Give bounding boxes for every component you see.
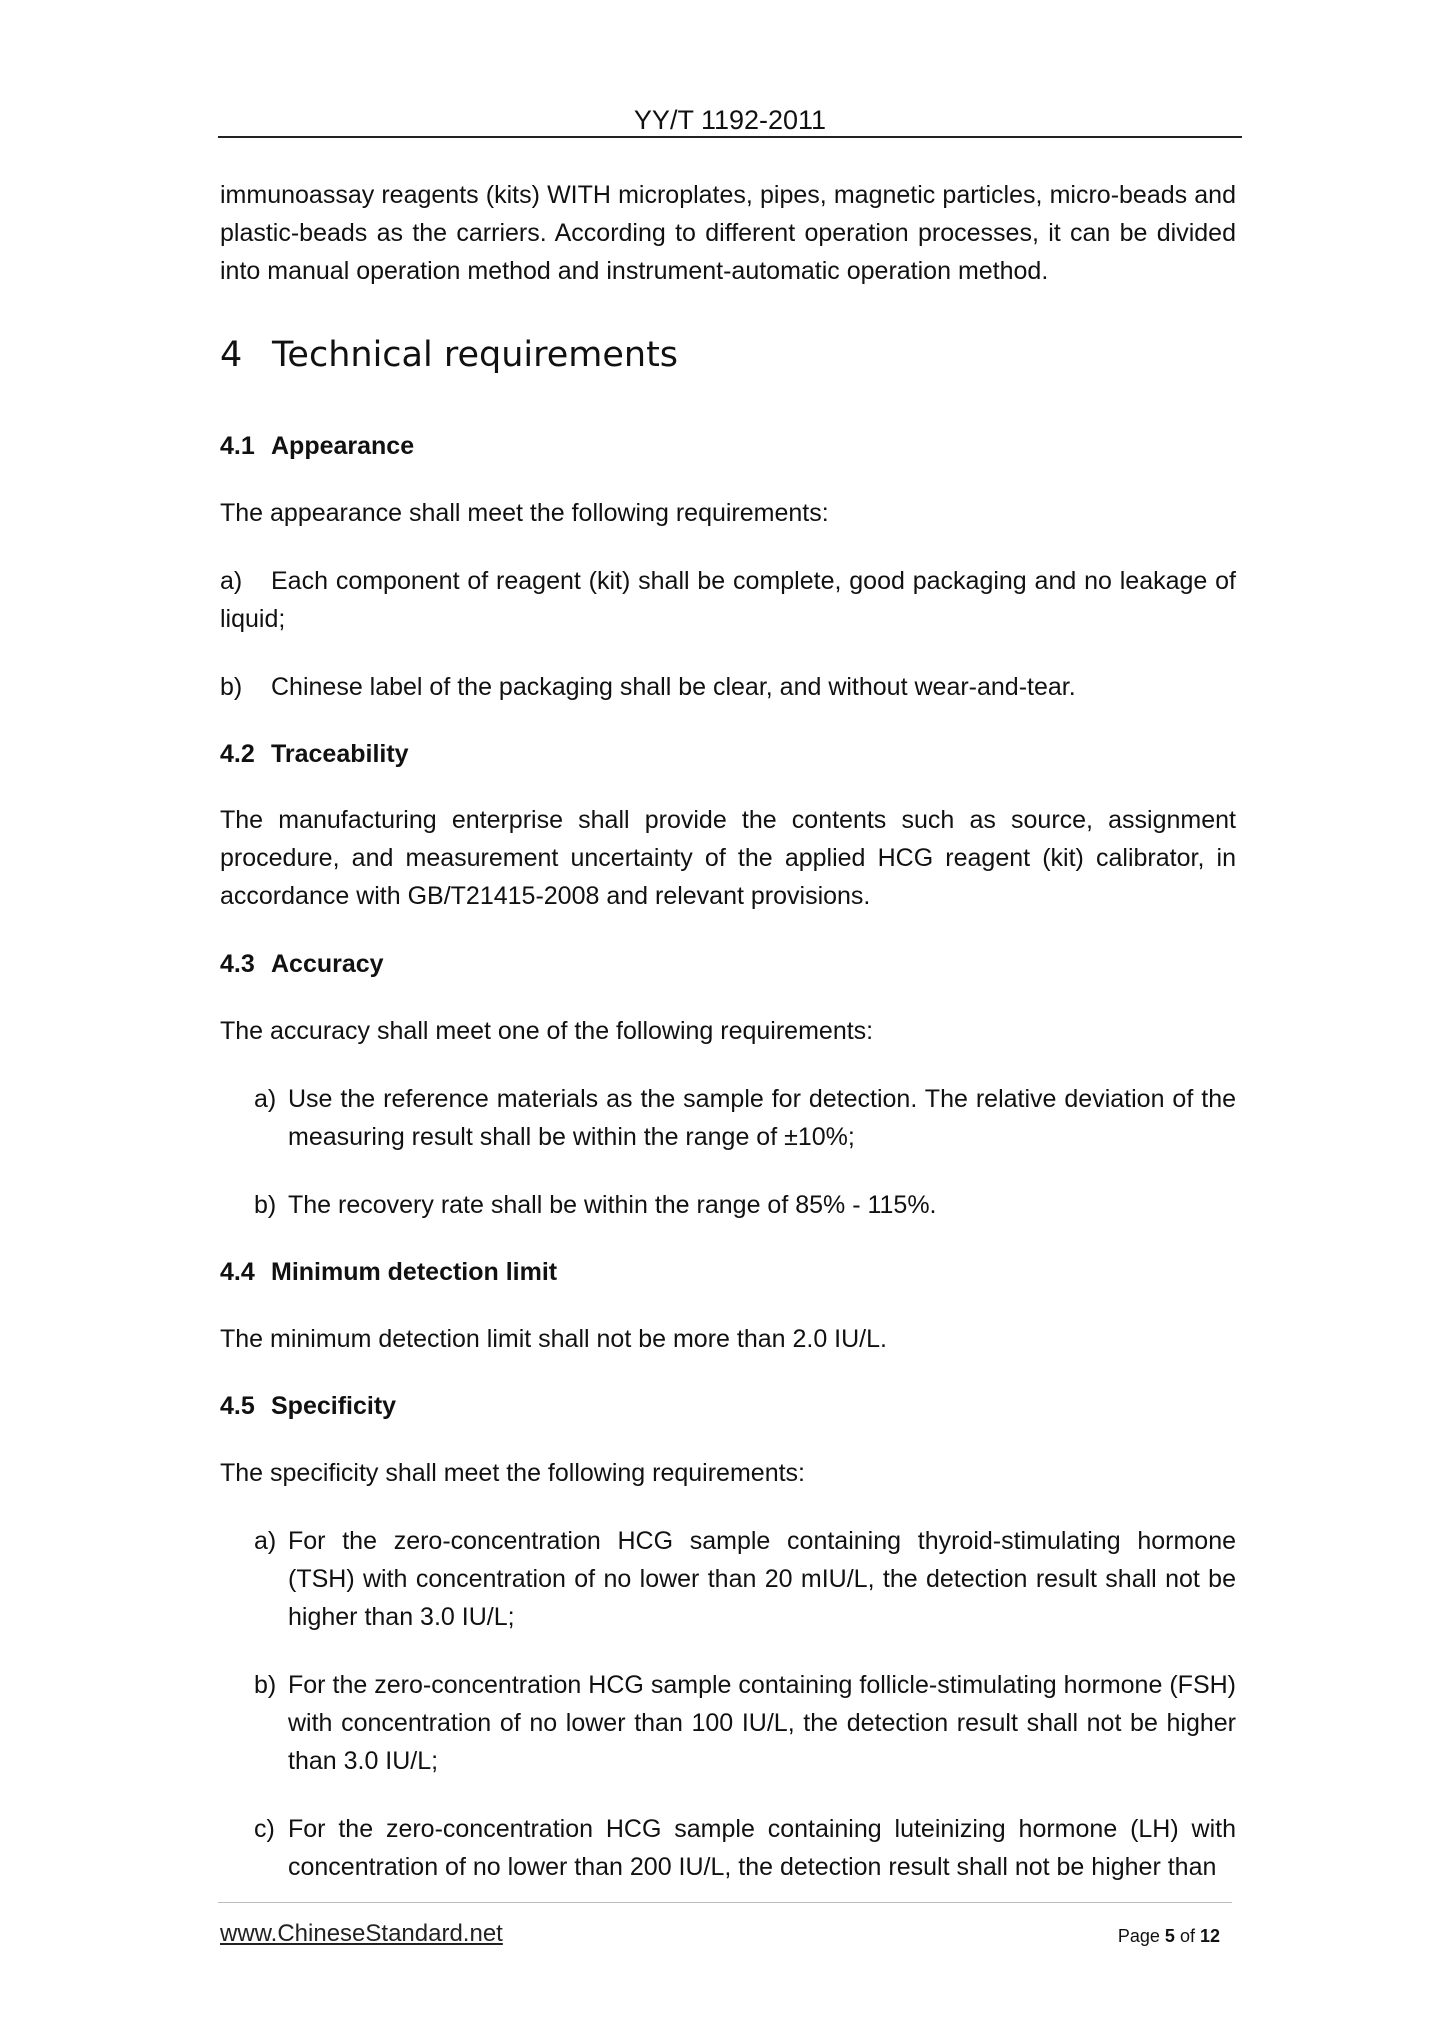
item-label: a)	[254, 1085, 277, 1113]
section-4-5-heading	[220, 1387, 396, 1425]
list-item	[254, 1522, 1236, 1636]
list-item	[220, 668, 1236, 706]
section-4-3-heading	[220, 945, 384, 983]
section-title: Appearance	[271, 432, 415, 460]
page-word: Page	[1117, 1926, 1160, 1946]
item-text: For the zero-concentration HCG sample containing luteinizing hormone (LH) with concentration of no lower than 200 IU/L, the detection result shall not be higher than	[288, 1815, 1236, 1881]
item-label: a)	[220, 567, 243, 595]
section-number: 4	[220, 335, 243, 375]
item-label: b)	[220, 673, 243, 701]
section-title: Technical requirements	[272, 335, 679, 375]
section-4-1-heading	[220, 427, 414, 465]
section-title: Traceability	[271, 740, 409, 768]
item-text: The recovery rate shall be within the range of 85% - 115%.	[288, 1191, 937, 1219]
detection-limit-paragraph: The minimum detection limit shall not be more than 2.0 IU/L.	[220, 1325, 887, 1353]
list-item	[254, 1666, 1236, 1780]
item-label: b)	[254, 1191, 277, 1219]
section-title: Specificity	[271, 1392, 397, 1420]
page-total: 12	[1199, 1926, 1220, 1946]
accuracy-lead: The accuracy shall meet one of the following requirements:	[220, 1017, 874, 1045]
section-4-2-heading	[220, 735, 409, 773]
item-text: Chinese label of the packaging shall be clear, and without wear-and-tear.	[271, 673, 1076, 701]
footer-divider	[218, 1902, 1232, 1903]
item-text: For the zero-concentration HCG sample containing follicle-stimulating hormone (FSH) with concentration of no lower than 100 IU/L, the detection result shall not be higher than 3.0 IU/L;	[288, 1671, 1236, 1775]
page-indicator	[1040, 1922, 1220, 1950]
item-text: For the zero-concentration HCG sample containing thyroid-stimulating hormone (TSH) with concentration of no lower than 20 mIU/L, the detection result shall not be higher than 3.0 IU/L;	[288, 1527, 1236, 1631]
section-number: 4.5	[220, 1392, 255, 1420]
section-title: Minimum detection limit	[271, 1258, 558, 1286]
list-item	[254, 1810, 1236, 1886]
header-divider	[218, 136, 1242, 138]
section-4-4-heading	[220, 1253, 557, 1291]
item-label: a)	[254, 1527, 277, 1555]
section-number: 4.3	[220, 950, 255, 978]
website-link[interactable]: www.ChineseStandard.net	[220, 1920, 503, 1947]
section-4-heading	[220, 332, 678, 378]
item-label: b)	[254, 1671, 277, 1699]
item-text: Each component of reagent (kit) shall be complete, good packaging and no leakage of liquid;	[220, 567, 1236, 633]
section-number: 4.4	[220, 1258, 255, 1286]
item-text: Use the reference materials as the sample for detection. The relative deviation of the measuring result shall be within the range of ±10%;	[288, 1085, 1236, 1151]
item-label: c)	[254, 1815, 275, 1843]
list-item	[254, 1186, 1236, 1224]
section-number: 4.2	[220, 740, 255, 768]
of-word: of	[1179, 1926, 1195, 1946]
section-title: Accuracy	[271, 950, 384, 978]
appearance-lead: The appearance shall meet the following requirements:	[220, 499, 829, 527]
document-header: YY/T 1192-2011	[633, 105, 827, 135]
list-item	[254, 1080, 1236, 1156]
intro-paragraph: immunoassay reagents (kits) WITH microplates, pipes, magnetic particles, micro-beads and plastic-beads as the carriers. According to different operation processes, it can be divided into manual operation method and instrument-automatic operation method.	[220, 181, 1236, 285]
section-number: 4.1	[220, 432, 255, 460]
traceability-paragraph: The manufacturing enterprise shall provide the contents such as source, assignment procedure, and measurement uncertainty of the applied HCG reagent (kit) calibrator, in accordance with GB/T21415-2008 and relevant provisions.	[220, 806, 1236, 910]
page-current: 5	[1164, 1926, 1175, 1946]
list-item	[220, 562, 1236, 638]
specificity-lead: The specificity shall meet the following requirements:	[220, 1459, 805, 1487]
